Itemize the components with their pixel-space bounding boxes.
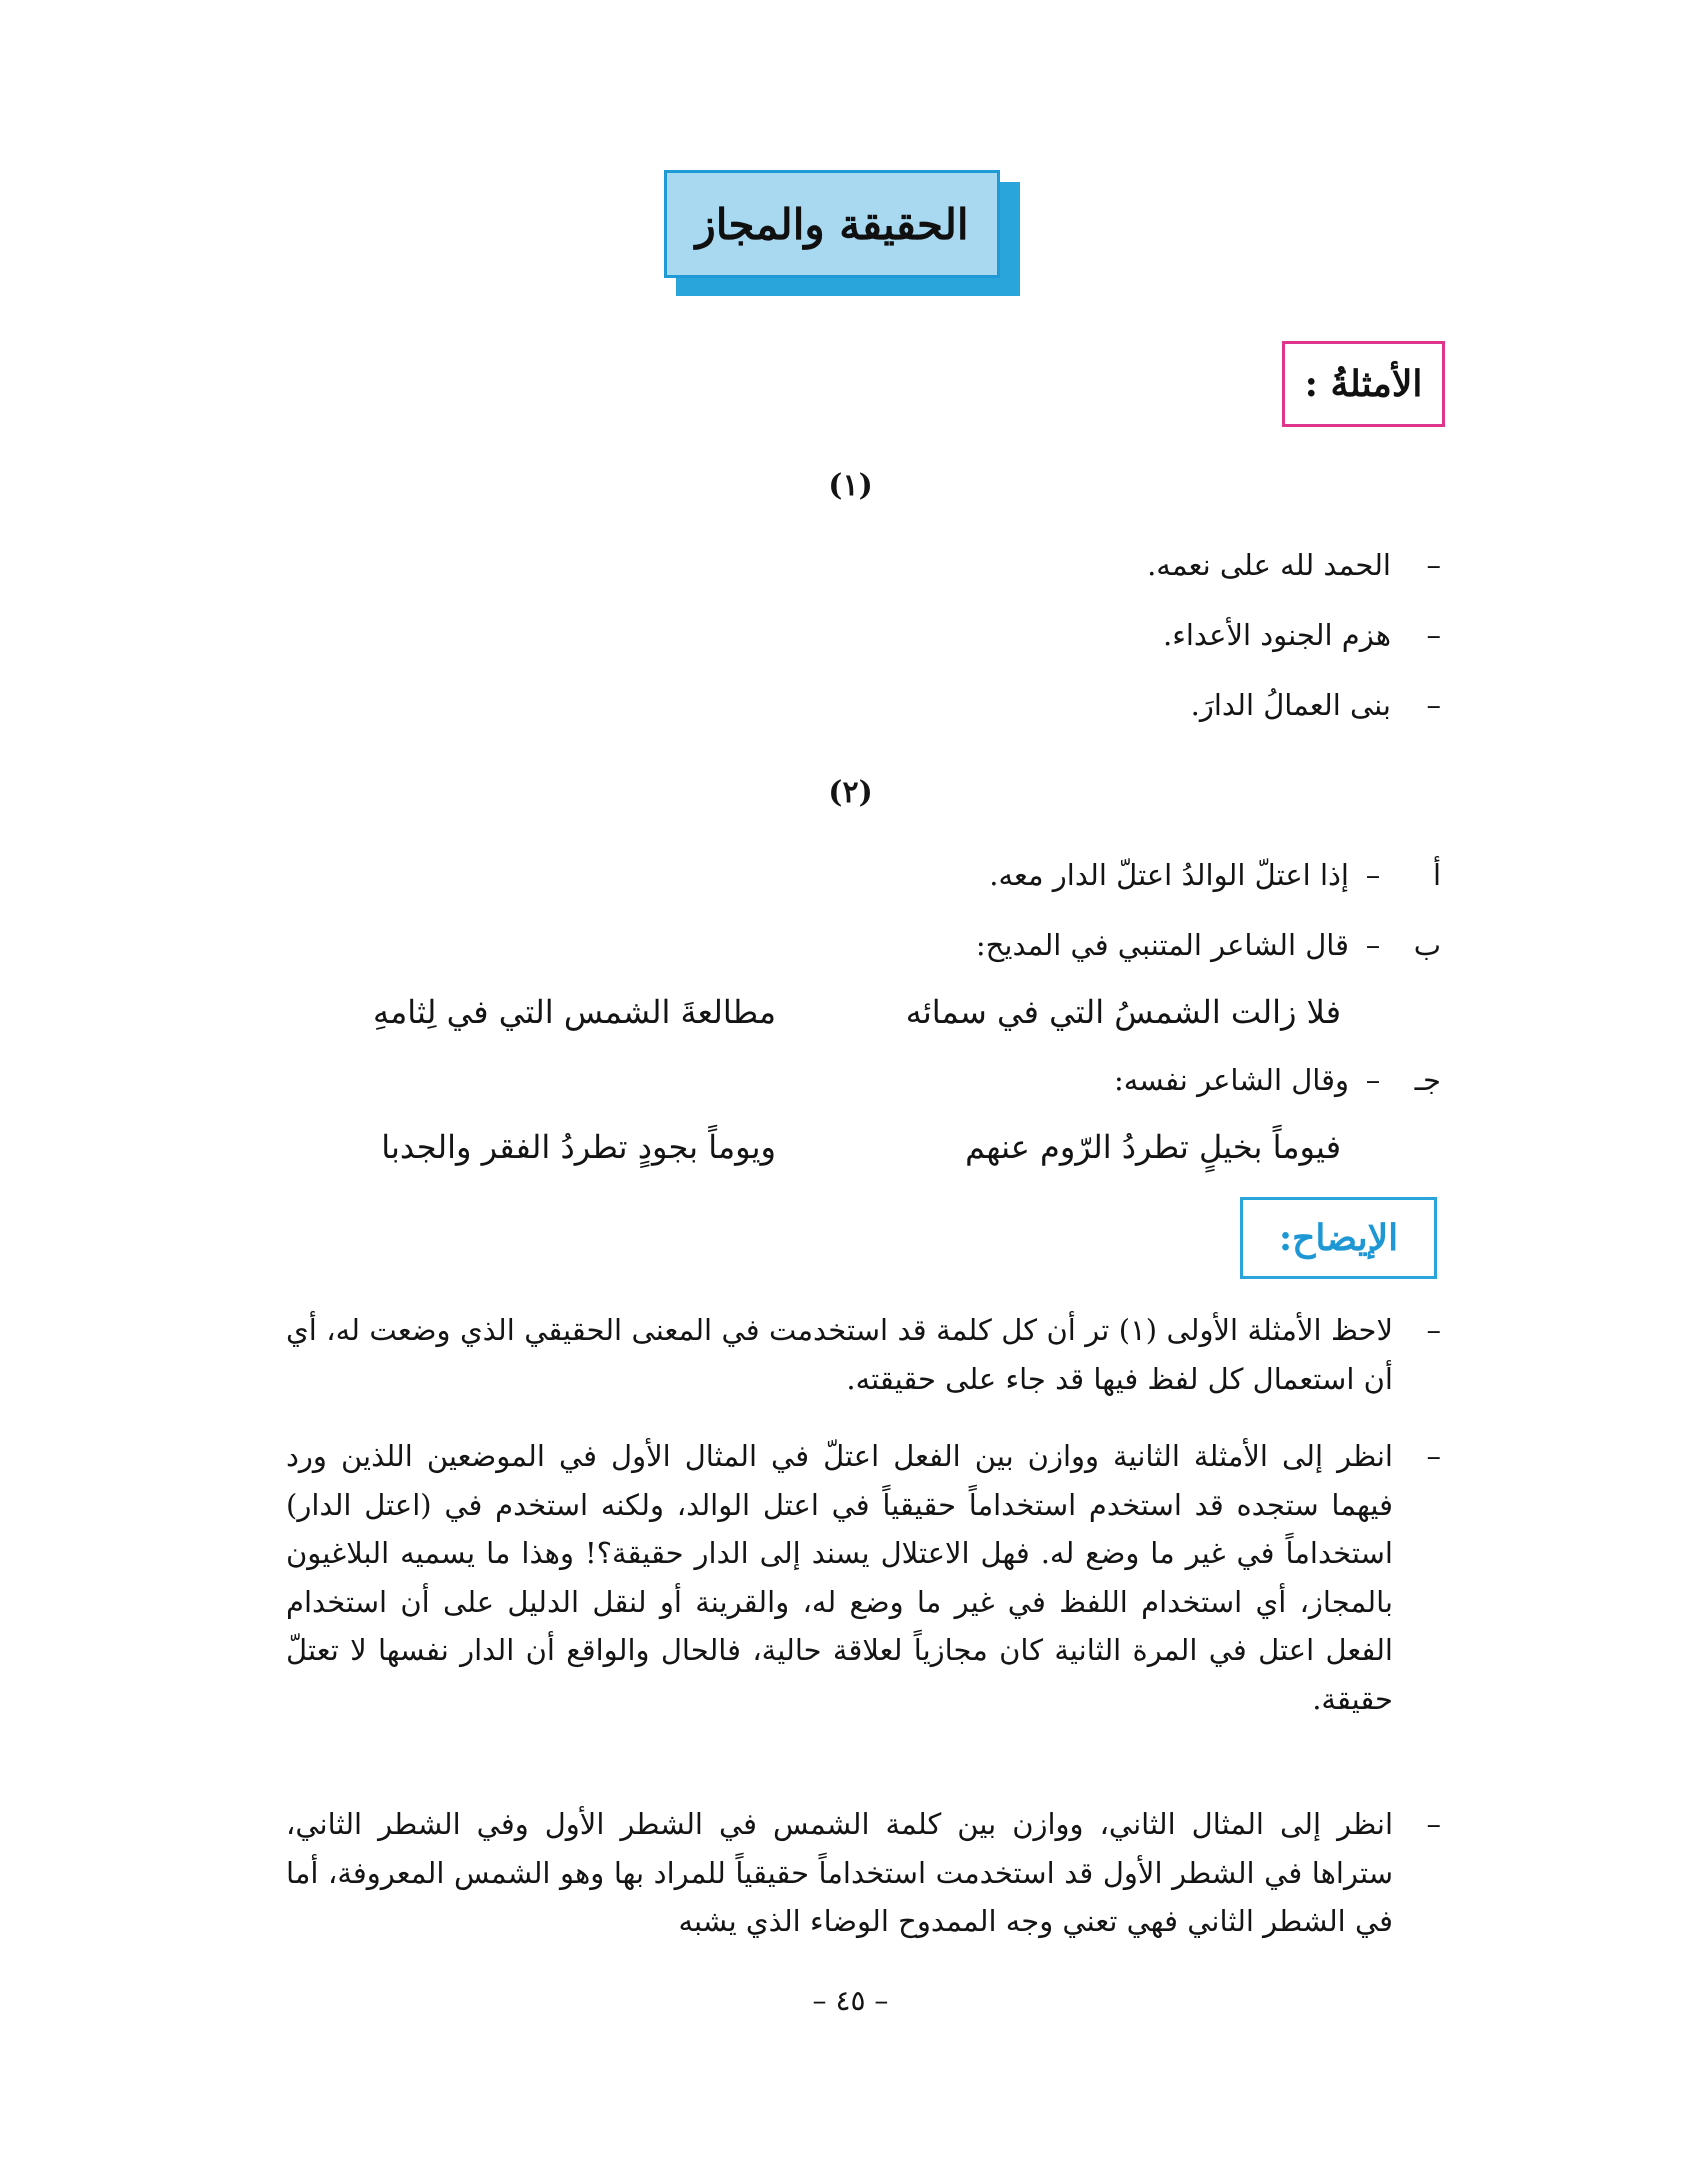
example-2-a bbox=[989, 855, 1441, 895]
paragraph-text: انظر إلى المثال الثاني، ووازن بين كلمة الشمس في الشطر الأول وفي الشطر الثاني، ستراها في الشطر الأول قد استخدمت استخداماً حقيقياً للمراد بها وهو الشمس المعروفة، أما في الشطر الثاني فهي تعني وجه الممدوح الوضاء الذي يشبه bbox=[286, 1807, 1393, 1938]
verse-1-second-hemistich: مطالعةَ الشمس التي في لِثامهِ bbox=[372, 993, 776, 1031]
explanation-paragraph-1 bbox=[286, 1306, 1441, 1403]
item-letter: جـ bbox=[1414, 1063, 1441, 1097]
example-text: قال الشاعر المتنبي في المديح: bbox=[975, 928, 1349, 962]
example-1-item-1 bbox=[1147, 545, 1441, 585]
page-title: الحقيقة والمجاز bbox=[664, 170, 1000, 278]
explanation-label: الإيضاح: bbox=[1240, 1197, 1437, 1279]
dash: – bbox=[1426, 1313, 1441, 1347]
dash: – bbox=[1426, 548, 1441, 582]
group-2-number: (٢) bbox=[828, 775, 873, 810]
explanation-paragraph-2 bbox=[286, 1432, 1441, 1723]
dash: – bbox=[1365, 928, 1381, 962]
example-2-c bbox=[1114, 1060, 1441, 1100]
example-text: هزم الجنود الأعداء. bbox=[1163, 618, 1391, 652]
paragraph-text: انظر إلى الأمثلة الثانية ووازن بين الفعل اعتلّ في المثال الأول في الموضعين اللذين ورد فيهما ستجده قد استخدم استخداماً حقيقياً في اعتل الوالد، ولكنه استخدم في (اعتل الدار) استخداماً في غير ما وضع له. فهل الاعتلال يسند إلى الدار حقيقة؟! وهذا ما يسميه البلاغيون بالمجاز، أي استخدام اللفظ في غير ما وضع له، والقرينة أو لنقل الدليل على أن استخدام الفعل اعتل في المرة الثانية كان مجازياً لعلاقة حالية، فالحال والواقع أن الدار نفسها لا تعتلّ حقيقة. bbox=[286, 1439, 1393, 1716]
page-number: – ٤٥ – bbox=[812, 1984, 889, 2017]
example-text: وقال الشاعر نفسه: bbox=[1113, 1063, 1349, 1097]
examples-label: الأمثلةُ : bbox=[1282, 341, 1445, 427]
dash: – bbox=[1365, 1063, 1381, 1097]
example-text: الحمد لله على نعمه. bbox=[1147, 548, 1391, 582]
dash: – bbox=[1365, 858, 1381, 892]
dash: – bbox=[1426, 1807, 1441, 1841]
explanation-paragraph-3 bbox=[286, 1800, 1441, 1946]
example-text: بنى العمالُ الدارَ. bbox=[1190, 688, 1391, 722]
example-text: إذا اعتلّ الوالدُ اعتلّ الدار معه. bbox=[989, 858, 1349, 892]
dash: – bbox=[1426, 688, 1441, 722]
item-letter: أ bbox=[1432, 858, 1441, 892]
dash: – bbox=[1426, 1439, 1441, 1473]
paragraph-text: لاحظ الأمثلة الأولى (١) تر أن كل كلمة قد استخدمت في المعنى الحقيقي الذي وضعت له، أي أن استعمال كل لفظ فيها قد جاء على حقيقته. bbox=[286, 1313, 1393, 1396]
example-2-b bbox=[976, 925, 1441, 965]
title-banner bbox=[664, 170, 1020, 296]
group-1-number: (١) bbox=[828, 468, 873, 503]
verse-1-first-hemistich: فلا زالت الشمسُ التي في سمائه bbox=[905, 993, 1341, 1031]
example-1-item-3 bbox=[1191, 685, 1441, 725]
verse-2-second-hemistich: ويوماً بجودٍ تطردُ الفقر والجدبا bbox=[381, 1128, 776, 1166]
dash: – bbox=[1426, 618, 1441, 652]
example-1-item-2 bbox=[1163, 615, 1441, 655]
item-letter: ب bbox=[1413, 928, 1441, 962]
verse-2-first-hemistich: فيوماً بخيلٍ تطردُ الرّوم عنهم bbox=[965, 1128, 1341, 1166]
